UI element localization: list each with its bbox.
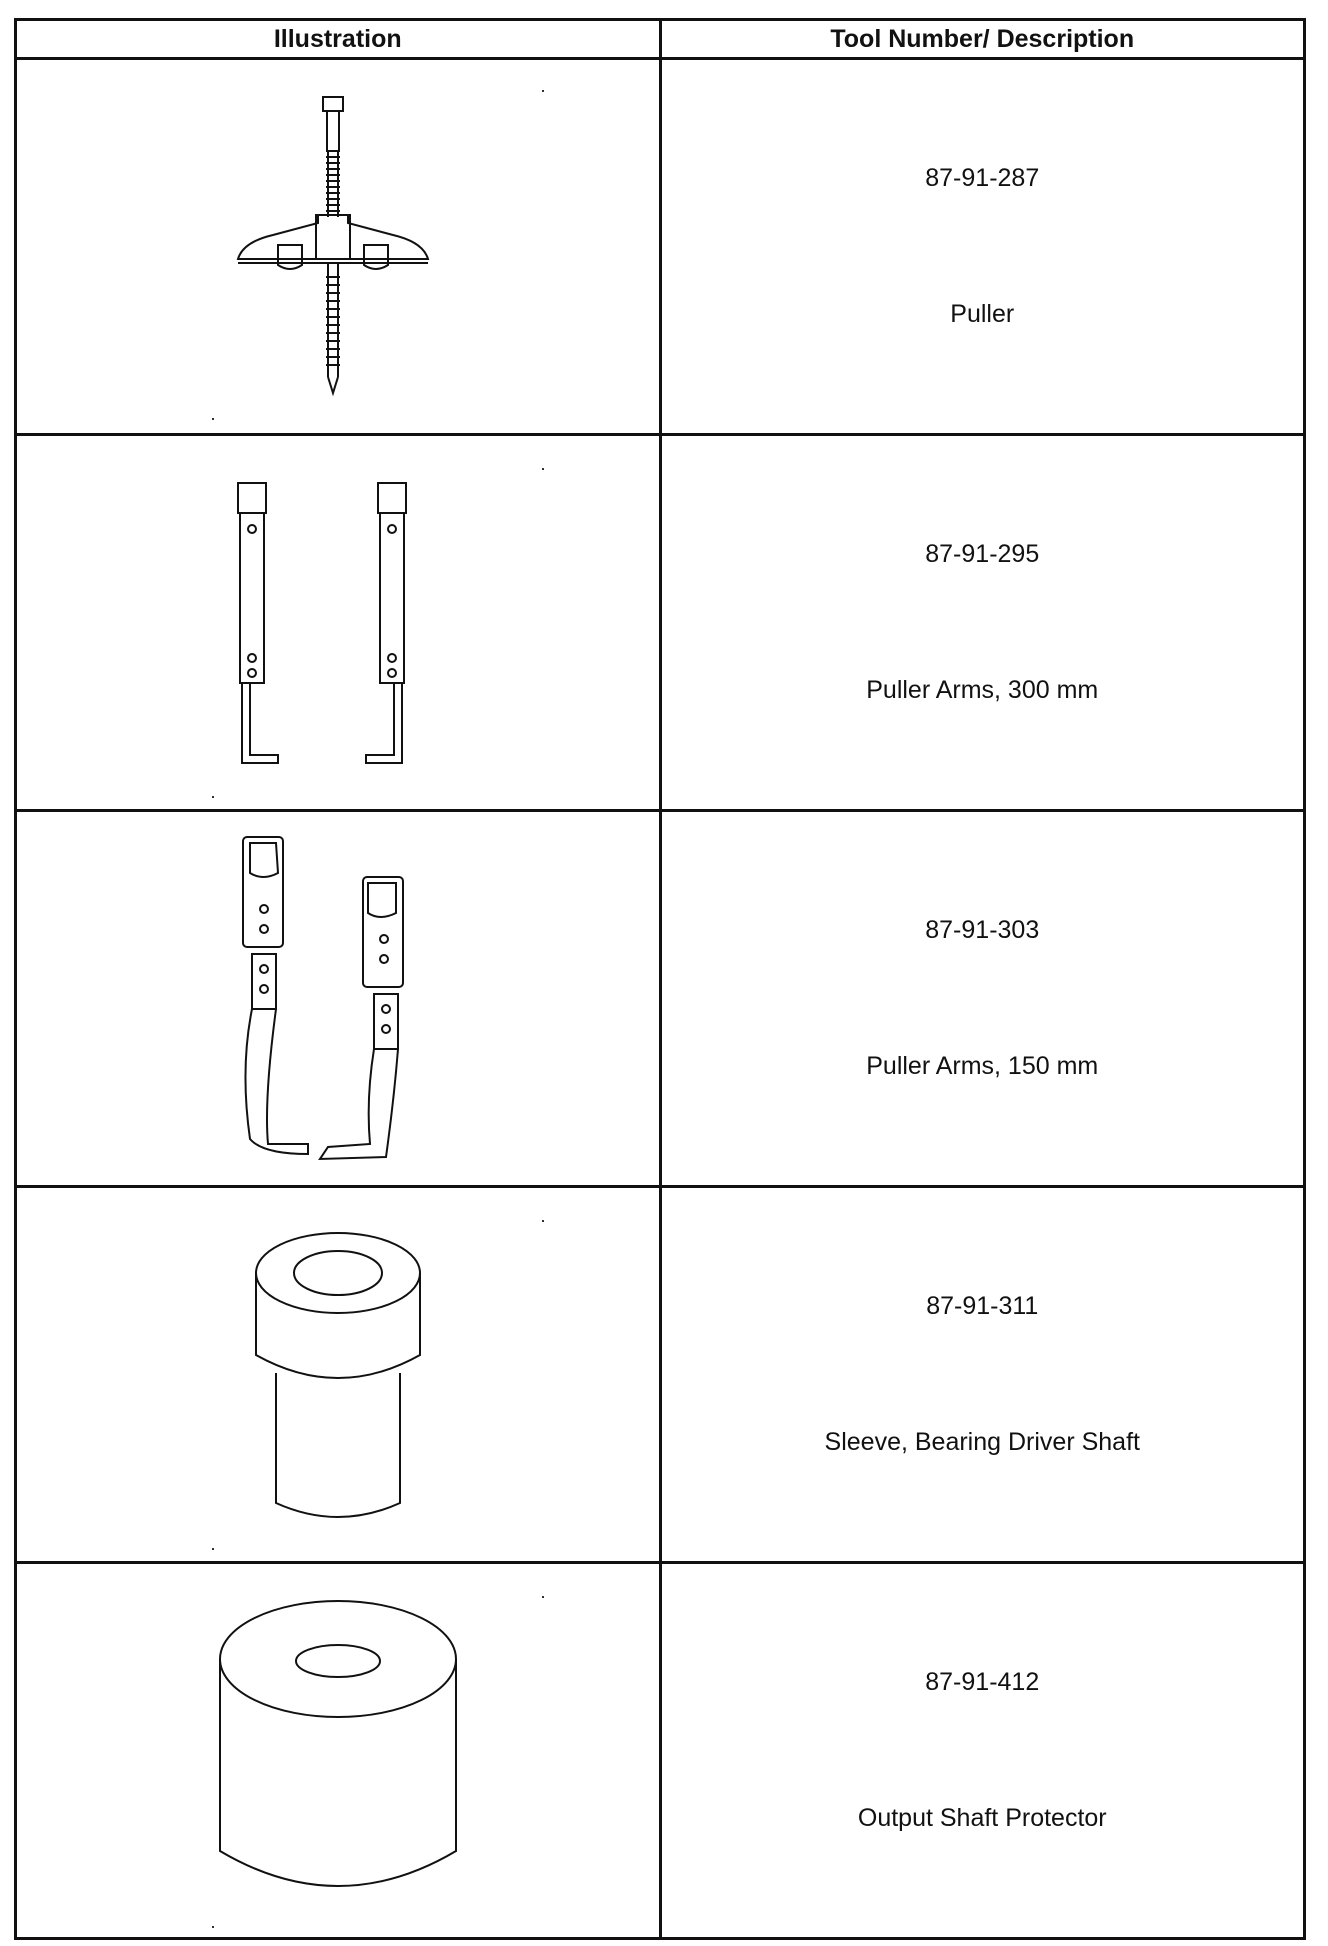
illustration-cell <box>16 1563 661 1939</box>
illustration-cell <box>16 435 661 811</box>
tool-description-cell <box>660 1187 1305 1563</box>
table-row <box>16 1187 1305 1563</box>
puller-arms-150-drawing <box>208 829 468 1169</box>
tool-description: Puller Arms, 300 mm <box>866 676 1099 704</box>
shaft-protector-drawing <box>208 1591 468 1911</box>
tool-number: 87-91-303 <box>925 916 1040 944</box>
puller-arms-300-drawing <box>208 463 468 783</box>
illustration-cell <box>16 811 661 1187</box>
sleeve-drawing <box>238 1215 438 1535</box>
tool-number: 87-91-412 <box>925 1668 1040 1696</box>
table-row <box>16 1563 1305 1939</box>
tool-description: Output Shaft Protector <box>857 1804 1107 1832</box>
puller-drawing <box>218 87 458 407</box>
table-row <box>16 59 1305 435</box>
tool-number: 87-91-287 <box>925 164 1040 192</box>
tool-description: Puller Arms, 150 mm <box>866 1052 1099 1080</box>
tool-description-cell <box>660 1563 1305 1939</box>
header-illustration: Illustration <box>16 20 661 59</box>
tool-description: Puller <box>950 300 1015 328</box>
tool-description-cell <box>660 59 1305 435</box>
tool-number: 87-91-295 <box>925 540 1040 568</box>
illustration-cell <box>16 59 661 435</box>
header-tool-number: Tool Number/ Description <box>660 20 1305 59</box>
tool-description: Sleeve, Bearing Driver Shaft <box>824 1428 1140 1456</box>
tool-description-cell <box>660 435 1305 811</box>
table-row <box>16 811 1305 1187</box>
table-row <box>16 435 1305 811</box>
table-header-row <box>16 20 1305 59</box>
tool-table <box>14 18 1306 1940</box>
tool-description-cell <box>660 811 1305 1187</box>
illustration-cell <box>16 1187 661 1563</box>
tool-number: 87-91-311 <box>926 1292 1039 1320</box>
